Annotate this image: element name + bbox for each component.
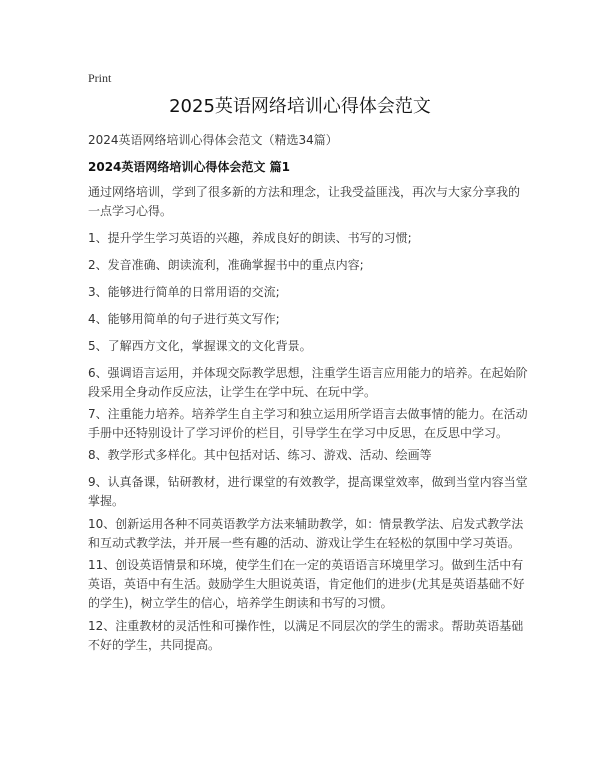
section-heading: 2024英语网络培训心得体会范文 篇1: [88, 160, 290, 174]
paragraph-item-8: 8、教学形式多样化。其中包括对话、练习、游戏、活动、绘画等: [88, 448, 432, 462]
print-link[interactable]: Print: [88, 71, 112, 85]
paragraph-intro: 通过网络培训，学到了很多新的方法和理念，让我受益匪浅，再次与大家分享我的一点学习心得。: [88, 185, 521, 218]
paragraph-item-1: 1、提升学生学习英语的兴趣，养成良好的朗读、书写的习惯;: [88, 231, 412, 245]
paragraph-item-6: 6、强调语言运用，并体现交际教学思想，注重学生语言应用能力的培养。在起始阶段采用全身动作反应法，让学生在学中玩、在玩中学。: [88, 366, 528, 399]
paragraph-item-10: 10、创新运用各种不同英语教学方法来辅助教学，如：情景教学法、启发式教学法和互动式教学法，并开展一些有趣的活动、游戏让学生在轻松的氛围中学习英语。: [88, 517, 524, 550]
paragraph-item-7: 7、注重能力培养。培养学生自主学习和独立运用所学语言去做事情的能力。在活动手册中还特别设计了学习评价的栏目，引导学生在学习中反思，在反思中学习。: [88, 407, 528, 440]
paragraph-item-12: 12、注重教材的灵活性和可操作性，以满足不同层次的学生的需求。帮助英语基础不好的学生，共同提高。: [88, 619, 524, 652]
paragraph-item-5: 5、了解西方文化，掌握课文的文化背景。: [88, 339, 312, 353]
paragraph-item-2: 2、发音准确、朗读流利，准确掌握书中的重点内容;: [88, 258, 364, 272]
document-title: 2025英语网络培训心得体会范文: [169, 96, 431, 117]
document-subtitle: 2024英语网络培训心得体会范文（精选34篇）: [88, 133, 338, 147]
paragraph-item-9: 9、认真备课，钻研教材，进行课堂的有效教学，提高课堂效率，做到当堂内容当堂掌握。: [88, 475, 528, 508]
paragraph-item-11: 11、创设英语情景和环境，使学生们在一定的英语语言环境里学习。做到生活中有英语，英语中有生活。鼓励学生大胆说英语，肯定他们的进步(尤其是英语基础不好的学生)，树立学生的信心，培养学生朗读和书写的习惯。: [88, 558, 525, 610]
paragraph-item-4: 4、能够用简单的句子进行英文写作;: [88, 312, 280, 326]
paragraph-item-3: 3、能够进行简单的日常用语的交流;: [88, 285, 280, 299]
